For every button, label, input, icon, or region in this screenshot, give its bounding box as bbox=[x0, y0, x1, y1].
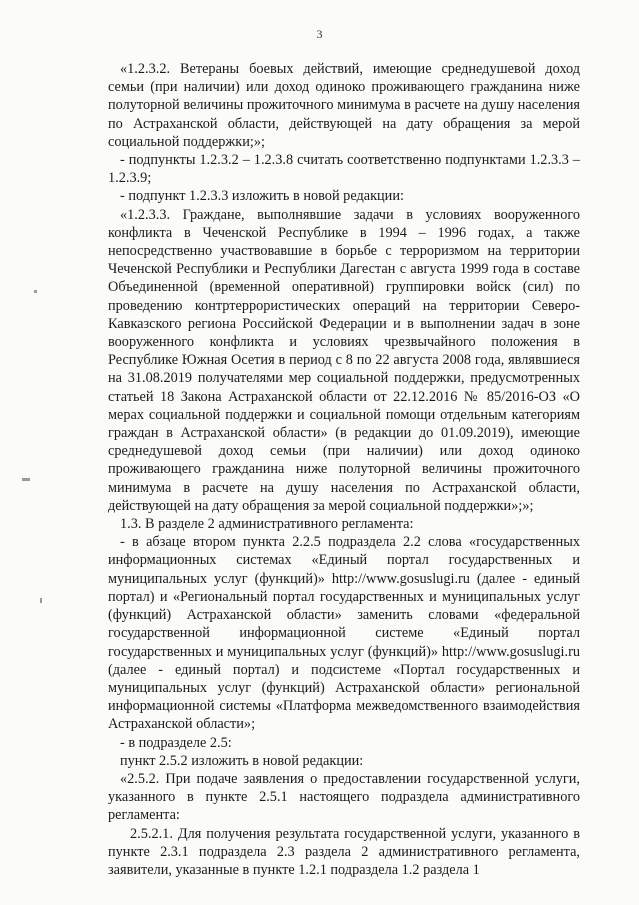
paragraph-1233: «1.2.3.3. Граждане, выполнявшие задачи в условиях вооруженного конфликта в Чеченской Республике в 1994 – 1996 годах, а также непосредственно участвовавшие в борьбе с терроризмом на территории Чеченской Республики и Республики Дагестан с августа 1999 года в составе Объединенной (временной оперативной) группировки войск (сил) по проведению контртеррористических операций на территории Северо-Кавказского региона Российской Федерации и в выполнении задач в зоне вооруженного конфликта и условиях чрезвычайного положения в Республике Южная Осетия в период с 8 по 22 августа 2008 года, являвшиеся на 31.08.2019 получателями мер социальной поддержки, предусмотренных статьей 18 Закона Астраханской области от 22.12.2016 № 85/2016-ОЗ «О мерах социальной поддержки и социальной помощи отдельным категориям граждан в Астраханской области» (в редакции до 01.09.2019), имеющие среднедушевой доход семьи (при наличии) или доход одиноко проживающего гражданина ниже полуторной величины прожиточного минимума в расчете на душу населения по Астраханской области, действующей на дату обращения за мерой социальной поддержки»;»; bbox=[108, 206, 580, 514]
document-body bbox=[108, 60, 580, 879]
scan-mark bbox=[40, 598, 42, 603]
paragraph-1232: «1.2.3.2. Ветераны боевых действий, имеющие среднедушевой доход семьи (при наличии) или доход одиноко проживающего гражданина ниже полуторной величины прожиточного минимума в расчете на душу населения по Астраханской области, действующей на дату обращения за мерой социальной поддержки;»; bbox=[108, 61, 580, 150]
paragraph-252: «2.5.2. При подаче заявления о предоставлении государственной услуги, указанного в пункте 2.5.1 настоящего подраздела административного регламента: bbox=[108, 770, 580, 824]
paragraph-2521: 2.5.2.1. Для получения результата государственной услуги, указанного в пункте 2.3.1 подраздела 2.3 раздела 2 административного регламента, заявители, указанные в пункте 1.2.1 подраздела 1.2 раздела 1 bbox=[108, 825, 580, 878]
paragraph-225: - в абзаце втором пункта 2.2.5 подраздела 2.2 слова «государственных информационных системах «Единый портал государственных и муниципальных услуг (функций)» http://www.gosuslugi.ru (далее - единый портал) и «Региональный портал государственных и муниципальных услуг (функций) Астраханской области» заменить словами «федеральной государственной информационной системе «Единый портал государственных и муниципальных услуг (функций)» http://www.gosuslugi.ru (далее - единый портал) и подсистеме «Портал государственных и муниципальных услуг (функций) Астраханской области» региональной информационной системы «Платформа межведомственного взаимодействия Астраханской области»; bbox=[108, 534, 580, 733]
paragraph-section-2: 1.3. В разделе 2 административного регламента: bbox=[120, 516, 414, 533]
scan-mark bbox=[34, 290, 37, 293]
scan-mark bbox=[22, 478, 30, 481]
page-number: 3 bbox=[316, 27, 323, 41]
paragraph-252-intro: пункт 2.5.2 изложить в новой редакции: bbox=[120, 752, 364, 769]
paragraph-subsection-25: - в подразделе 2.5: bbox=[120, 734, 232, 751]
paragraph-renumber: - подпункты 1.2.3.2 – 1.2.3.8 считать соответственно подпунктами 1.2.3.3 – 1.2.3.9; bbox=[108, 152, 580, 187]
paragraph-new-edition: - подпункт 1.2.3.3 изложить в новой редакции: bbox=[120, 188, 404, 205]
